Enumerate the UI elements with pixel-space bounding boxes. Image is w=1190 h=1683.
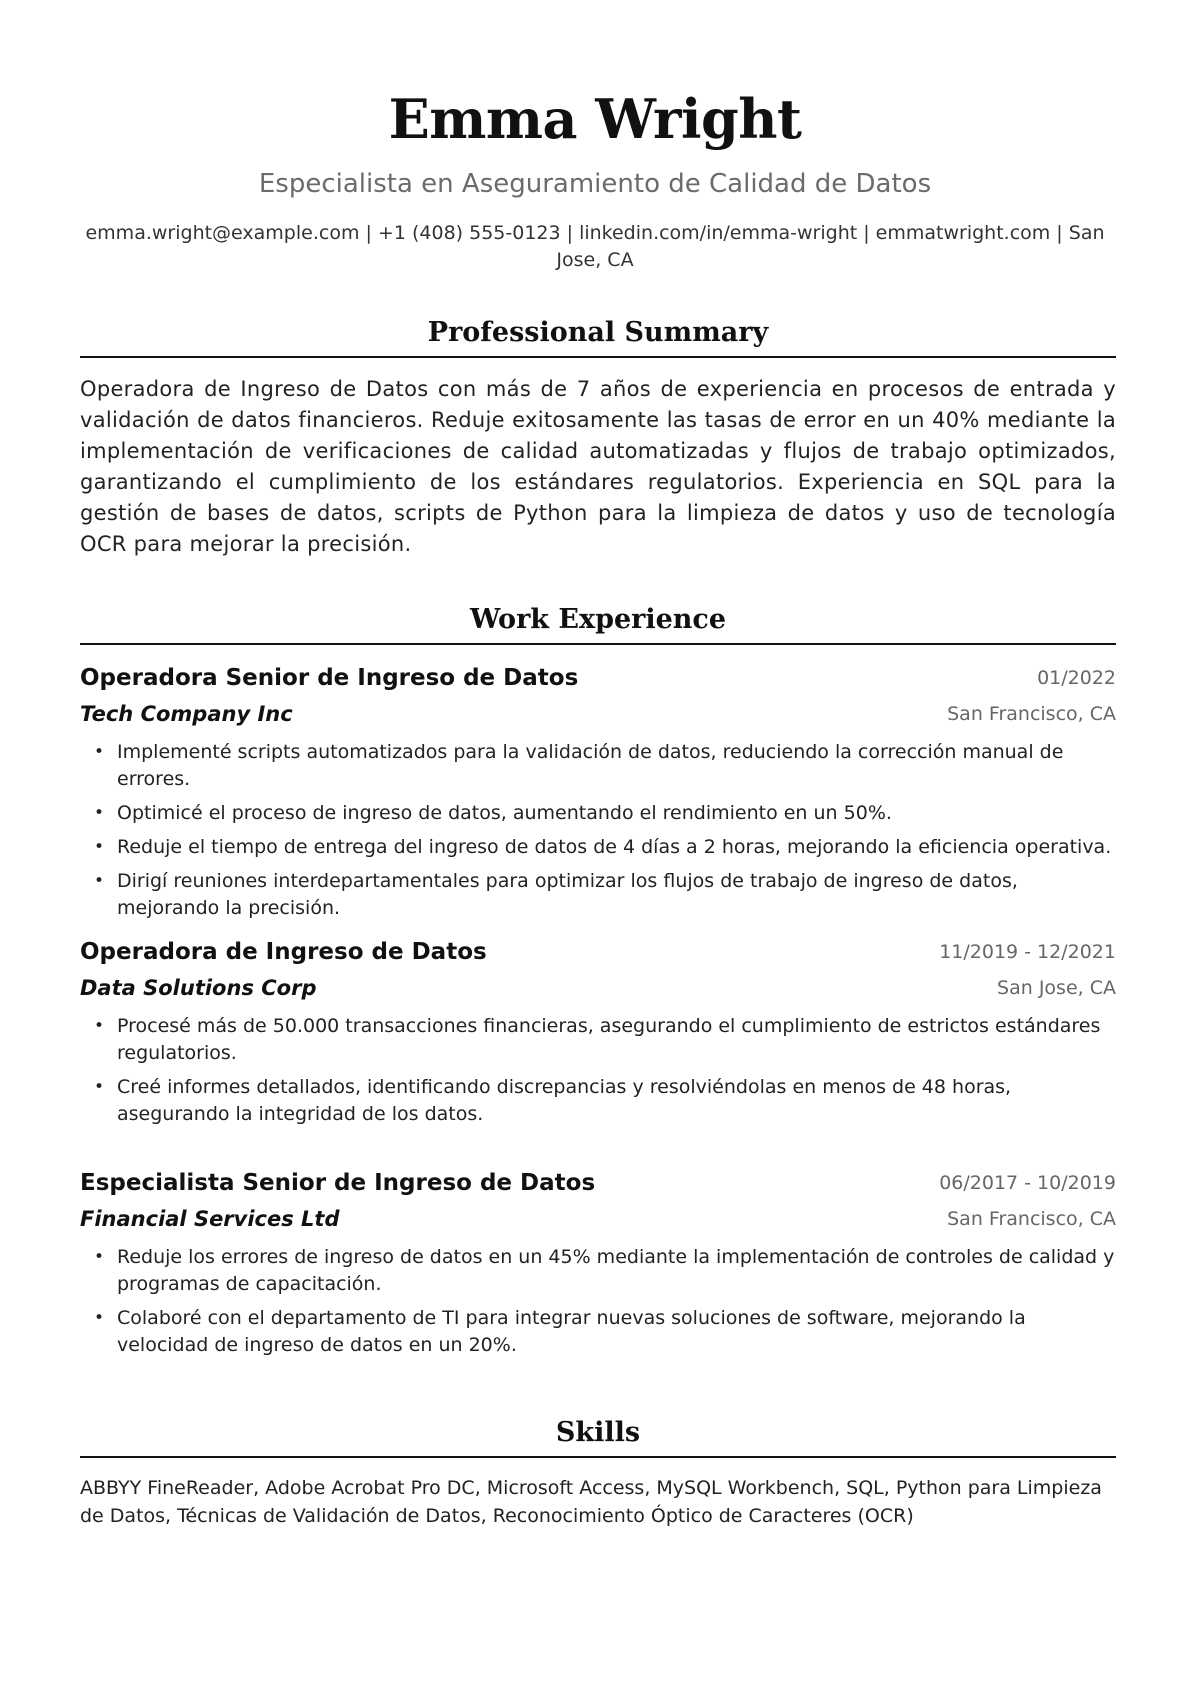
- job-bullet: [80, 1013, 1116, 1067]
- job-company-row: [80, 971, 1116, 1007]
- job-bullet: [80, 1305, 1116, 1359]
- job-location: San Francisco, CA: [947, 703, 1116, 725]
- job-company-row: [80, 1202, 1116, 1238]
- experience-heading: Work Experience: [469, 604, 727, 635]
- job-bullet: [80, 868, 1116, 922]
- candidate-title: Especialista en Aseguramiento de Calidad de Datos: [258, 169, 932, 199]
- job-bullet: [80, 1244, 1116, 1298]
- summary-heading: Professional Summary: [427, 317, 769, 348]
- job-company: Financial Services Ltd: [80, 1207, 340, 1231]
- skills-text: ABBYY FineReader, Adobe Acrobat Pro DC, Microsoft Access, MySQL Workbench, SQL, Python para Limpieza de Datos, Técnicas de Validación de Datos, Reconocimiento Óptico de Caracteres (OCR): [80, 1477, 1102, 1527]
- bullet-icon: •: [94, 742, 105, 762]
- job-role: Operadora Senior de Ingreso de Datos: [80, 665, 579, 691]
- job-role: Especialista Senior de Ingreso de Datos: [80, 1170, 596, 1196]
- job-dates: 11/2019 - 12/2021: [939, 941, 1116, 963]
- job-bullet-list: [80, 1013, 1116, 1128]
- job-bullet-text: Creé informes detallados, identificando discrepancias y resolviéndolas en menos de 48 horas, asegurando la integridad de los datos.: [117, 1076, 1012, 1125]
- job-bullet: [80, 834, 1116, 861]
- job-bullet: [80, 1074, 1116, 1128]
- job-company-row: [80, 697, 1116, 733]
- bullet-icon: •: [94, 803, 105, 823]
- job-entry: [80, 935, 1116, 1135]
- contact-line: emma.wright@example.com | +1 (408) 555-0123 | linkedin.com/in/emma-wright | emmatwright.com | San Jose, CA: [85, 222, 1105, 271]
- job-bullet-text: Dirigí reuniones interdepartamentales para optimizar los flujos de trabajo de ingreso de datos, mejorando la precisión.: [117, 870, 1018, 919]
- job-bullet-text: Reduje el tiempo de entrega del ingreso de datos de 4 días a 2 horas, mejorando la eficiencia operativa.: [117, 836, 1112, 858]
- job-dates: 06/2017 - 10/2019: [939, 1172, 1116, 1194]
- job-bullet-text: Procesé más de 50.000 transacciones financieras, asegurando el cumplimiento de estrictos estándares regulatorios.: [117, 1015, 1101, 1064]
- job-header: [80, 935, 1116, 971]
- job-bullet-list: [80, 1244, 1116, 1359]
- job-entry: [80, 1166, 1116, 1366]
- job-bullet: [80, 739, 1116, 793]
- experience-divider: [80, 643, 1116, 645]
- job-location: San Francisco, CA: [947, 1208, 1116, 1230]
- job-header: [80, 661, 1116, 697]
- job-location: San Jose, CA: [997, 977, 1116, 999]
- job-header: [80, 1166, 1116, 1202]
- bullet-icon: •: [94, 1247, 105, 1267]
- job-bullet-text: Reduje los errores de ingreso de datos en un 45% mediante la implementación de controles de calidad y programas de capacitación.: [117, 1246, 1115, 1295]
- job-bullet-text: Colaboré con el departamento de TI para integrar nuevas soluciones de software, mejorando la velocidad de ingreso de datos en un 20%.: [117, 1307, 1026, 1356]
- job-entry: [80, 661, 1116, 929]
- job-company: Tech Company Inc: [80, 702, 293, 726]
- summary-divider: [80, 356, 1116, 358]
- bullet-icon: •: [94, 1016, 105, 1036]
- skills-heading: Skills: [555, 1417, 641, 1448]
- bullet-icon: •: [94, 1077, 105, 1097]
- candidate-name: Emma Wright: [388, 87, 802, 151]
- bullet-icon: •: [94, 837, 105, 857]
- skills-divider: [80, 1456, 1116, 1458]
- summary-text: Operadora de Ingreso de Datos con más de 7 años de experiencia en procesos de entrada y validación de datos financieros. Reduje exitosamente las tasas de error en un 40% mediante la implementación de verificaciones de calidad automatizadas y flujos de trabajo optimizados, garantizando el cumplimiento de los estándares regulatorios. Experiencia en SQL para la gestión de bases de datos, scripts de Python para la limpieza de datos y uso de tecnología OCR para mejorar la precisión.: [80, 377, 1116, 556]
- bullet-icon: •: [94, 1308, 105, 1328]
- job-dates: 01/2022: [1037, 667, 1116, 689]
- job-company: Data Solutions Corp: [80, 976, 317, 1000]
- job-bullet-list: [80, 739, 1116, 922]
- job-bullet-text: Optimicé el proceso de ingreso de datos, aumentando el rendimiento en un 50%.: [117, 802, 892, 824]
- job-bullet-text: Implementé scripts automatizados para la validación de datos, reduciendo la corrección manual de errores.: [117, 741, 1064, 790]
- bullet-icon: •: [94, 871, 105, 891]
- job-bullet: [80, 800, 1116, 827]
- job-role: Operadora de Ingreso de Datos: [80, 939, 487, 965]
